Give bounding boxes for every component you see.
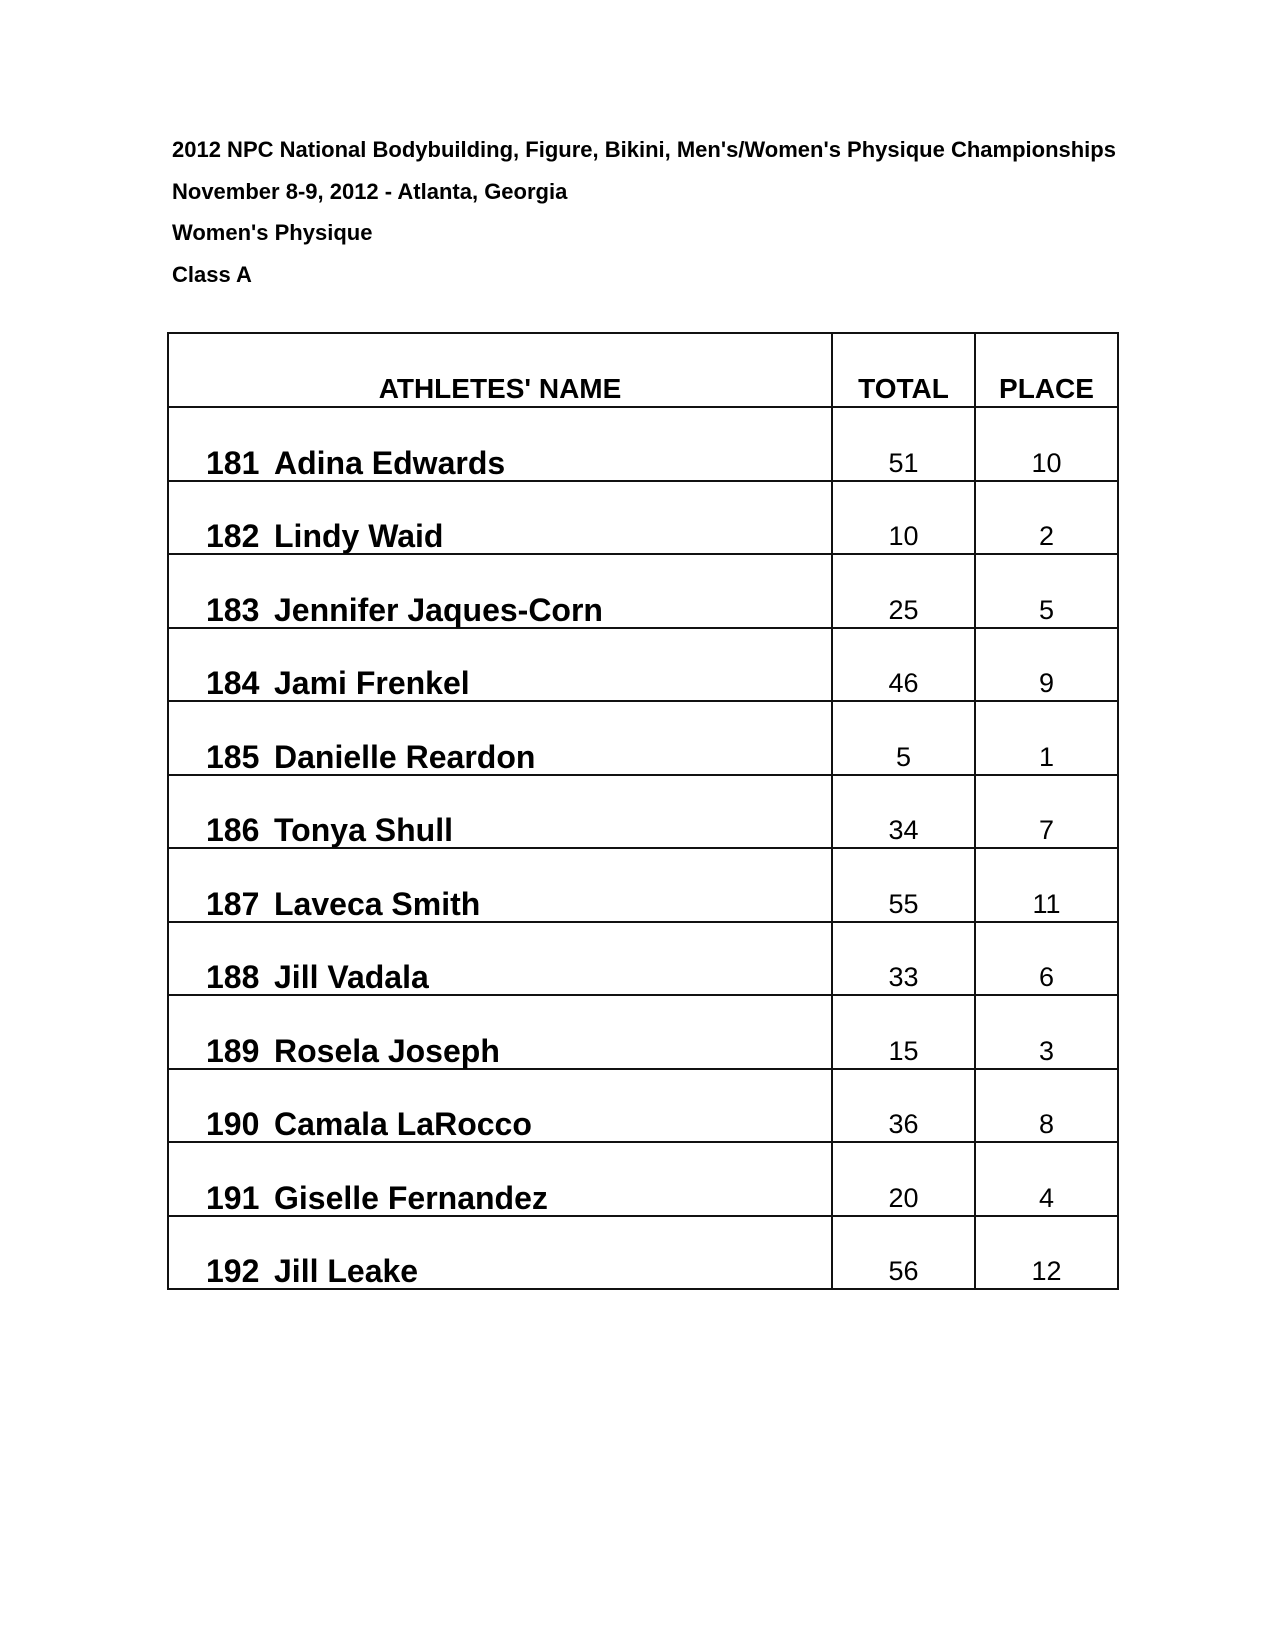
placing: 1 (975, 701, 1118, 775)
total-score: 46 (832, 628, 975, 702)
athlete-number: 192 (206, 1253, 260, 1289)
placing: 2 (975, 481, 1118, 555)
placing: 10 (975, 407, 1118, 481)
athlete-number: 191 (206, 1179, 260, 1216)
athlete-name: Rosela Joseph (274, 1032, 500, 1069)
table-row (168, 1216, 1118, 1290)
athlete-number: 190 (206, 1106, 260, 1142)
table-row (168, 701, 1118, 775)
total-score: 5 (832, 701, 975, 775)
table-row (168, 628, 1118, 702)
total-score: 25 (832, 554, 975, 628)
athlete-number: 188 (206, 959, 260, 995)
athlete-number: 187 (206, 885, 260, 922)
table-row (168, 481, 1118, 555)
athlete-cell (168, 775, 832, 849)
athlete-cell (168, 554, 832, 628)
table-row (168, 1142, 1118, 1216)
total-score: 56 (832, 1216, 975, 1290)
total-score: 34 (832, 775, 975, 849)
table-row (168, 848, 1118, 922)
table-row (168, 995, 1118, 1069)
total-score: 51 (832, 407, 975, 481)
athlete-cell (168, 1216, 832, 1290)
results-table (167, 332, 1119, 1290)
total-score: 15 (832, 995, 975, 1069)
athlete-name: Tonya Shull (274, 812, 453, 848)
athlete-number: 186 (206, 812, 260, 848)
placing: 7 (975, 775, 1118, 849)
total-score: 36 (832, 1069, 975, 1143)
total-score: 55 (832, 848, 975, 922)
athlete-number: 184 (206, 665, 260, 701)
athlete-cell (168, 701, 832, 775)
athlete-cell (168, 848, 832, 922)
column-header-total: TOTAL (832, 333, 975, 407)
table-row (168, 554, 1118, 628)
athlete-cell (168, 481, 832, 555)
athlete-name: Lindy Waid (274, 518, 444, 554)
athlete-cell (168, 922, 832, 996)
table-row (168, 1069, 1118, 1143)
placing: 8 (975, 1069, 1118, 1143)
class-label: Class A (172, 261, 252, 287)
athlete-name: Giselle Fernandez (274, 1179, 548, 1216)
athlete-name: Laveca Smith (274, 885, 481, 922)
athlete-number: 185 (206, 738, 260, 775)
athlete-cell (168, 628, 832, 702)
total-score: 10 (832, 481, 975, 555)
athlete-name: Adina Edwards (274, 444, 506, 481)
total-score: 20 (832, 1142, 975, 1216)
total-score: 33 (832, 922, 975, 996)
division: Women's Physique (172, 220, 373, 245)
placing: 11 (975, 848, 1118, 922)
athlete-name: Jill Leake (274, 1253, 419, 1289)
athlete-cell (168, 1069, 832, 1143)
athlete-name: Camala LaRocco (274, 1106, 532, 1142)
table-row (168, 775, 1118, 849)
table-row (168, 407, 1118, 481)
document-header (172, 136, 1118, 302)
placing: 5 (975, 554, 1118, 628)
column-header-place: PLACE (975, 333, 1118, 407)
athlete-number: 182 (206, 518, 260, 554)
column-header-athlete-name: ATHLETES' NAME (168, 333, 832, 407)
placing: 9 (975, 628, 1118, 702)
placing: 6 (975, 922, 1118, 996)
athlete-cell (168, 995, 832, 1069)
placing: 4 (975, 1142, 1118, 1216)
table-row (168, 922, 1118, 996)
athlete-number: 181 (206, 444, 260, 481)
table-header-row (168, 333, 1118, 407)
athlete-name: Jami Frenkel (274, 665, 470, 701)
placing: 12 (975, 1216, 1118, 1290)
athlete-name: Danielle Reardon (274, 738, 536, 775)
athlete-name: Jill Vadala (274, 959, 429, 995)
athlete-number: 189 (206, 1032, 260, 1069)
placing: 3 (975, 995, 1118, 1069)
athlete-cell (168, 1142, 832, 1216)
athlete-cell (168, 407, 832, 481)
athlete-number: 183 (206, 591, 260, 628)
date-location: November 8-9, 2012 - Atlanta, Georgia (172, 178, 568, 204)
athlete-name: Jennifer Jaques-Corn (274, 591, 603, 628)
competition-title: 2012 NPC National Bodybuilding, Figure, Bikini, Men's/Women's Physique Championships (172, 137, 1116, 162)
